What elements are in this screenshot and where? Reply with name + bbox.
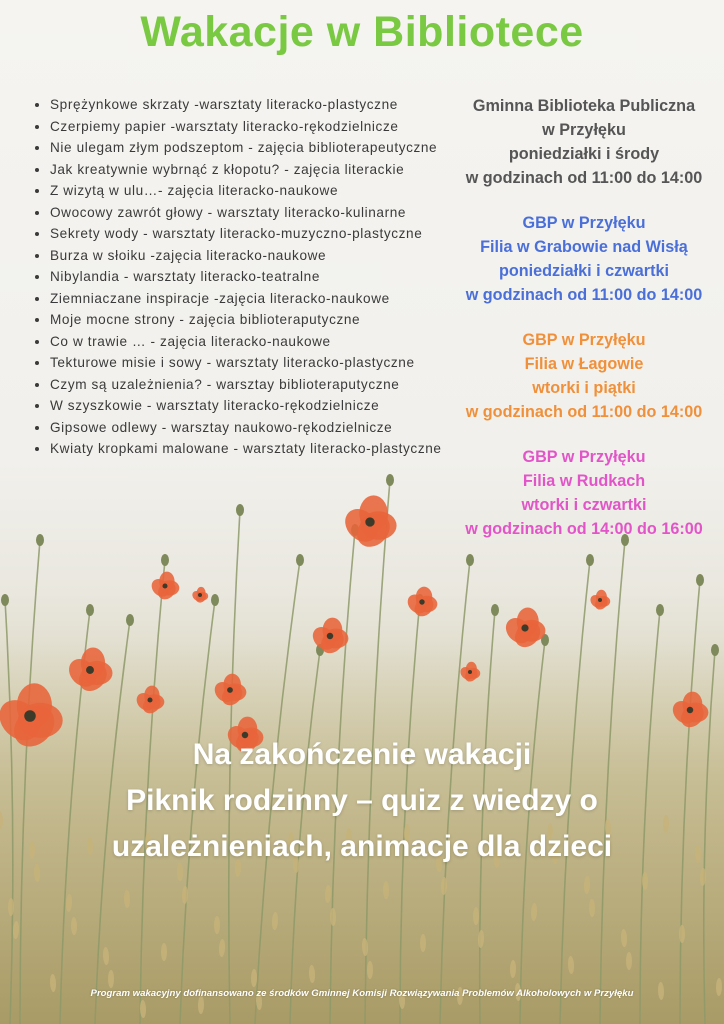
poppy-bud [656, 604, 664, 616]
poppy-bud [86, 604, 94, 616]
list-item: • Tekturowe misie i sowy - warsztaty literacko-plastyczne [50, 352, 450, 374]
wheat-ear [679, 925, 685, 943]
list-item: • Kwiaty kropkami malowane - warsztaty literacko-plastyczne [50, 438, 450, 460]
wheat-ear [108, 970, 114, 988]
branch-days: wtorki i czwartki [521, 496, 647, 514]
branch-location: Filia w Grabowie nad Wisłą [480, 238, 688, 256]
branch-days: poniedziałki i środy [508, 145, 660, 163]
branch-hours: w godzinach od 14:00 do 16:00 [465, 520, 703, 538]
wheat-ear [8, 898, 14, 916]
list-item: • Owocowy zawrót głowy - warsztaty literacko-kulinarne [50, 202, 450, 224]
poppy-bud [236, 504, 244, 516]
poppy-bud [36, 534, 44, 546]
branch-location: Filia w Rudkach [522, 472, 646, 490]
branch-lagow [452, 328, 716, 424]
list-item: • Czerpiemy papier -warsztaty literacko-rękodzielnicze [50, 116, 450, 138]
activity-list [34, 94, 450, 460]
funding-note: Program wakacyjny dofinansowano ze środków Gminnej Komisji Rozwiązywania Problemów Alkoholowych w Przyłęku [90, 988, 634, 999]
branch-hours: w godzinach od 11:00 do 14:00 [465, 286, 703, 304]
list-item: • Nie ulegam złym podszeptom - zajęcia biblioterapeutyczne [50, 137, 450, 159]
branch-days: wtorki i piątki [532, 379, 636, 397]
list-item: • Gipsowe odlewy - warsztay naukowo-rękodzielnicze [50, 417, 450, 439]
finale-line-3: uzależnieniach, animacje dla dzieci [111, 830, 613, 863]
closing-event-announcement [0, 732, 724, 870]
poppy-bud [296, 554, 304, 566]
list-item: • Sprężynkowe skrzaty -warsztaty literacko-plastyczne [50, 94, 450, 116]
poppy-bud [386, 474, 394, 486]
branch-main [452, 94, 716, 190]
branch-hours: w godzinach od 11:00 do 14:00 [465, 403, 703, 421]
wheat-ear [420, 934, 426, 952]
wheat-ear [626, 952, 632, 970]
list-item: • W szyszkowie - warsztaty literacko-rękodzielnicze [50, 395, 450, 417]
finale-line-1: Na zakończenie wakacji [192, 738, 532, 771]
list-item: • Czym są uzależnienia? - warsztay biblioteraputyczne [50, 374, 450, 396]
poppy-bud [211, 594, 219, 606]
list-item: • Burza w słoiku -zajęcia literacko-naukowe [50, 245, 450, 267]
branch-name: GBP w Przyłęku [522, 214, 646, 232]
wheat-ear [161, 943, 167, 961]
list-item: • Ziemniaczane inspiracje -zajęcia literacko-naukowe [50, 288, 450, 310]
branch-location: Filia w Łagowie [524, 355, 644, 373]
branch-name: GBP w Przyłęku [522, 448, 646, 466]
list-item: • Nibylandia - warsztaty literacko-teatralne [50, 266, 450, 288]
wheat-ear [367, 961, 373, 979]
page-title: Wakacje w Bibliotece [140, 8, 584, 56]
poppy-flower [404, 587, 437, 620]
branch-hours: w godzinach od 11:00 do 14:00 [465, 169, 703, 187]
list-item: • Sekrety wody - warsztaty literacko-muzyczno-plastyczne [50, 223, 450, 245]
poppy-flower [588, 590, 610, 612]
branch-days: poniedziałki i czwartki [498, 262, 670, 280]
list-item: • Moje mocne strony - zajęcia biblioteraputyczne [50, 309, 450, 331]
branch-grabow [452, 211, 716, 307]
poppy-bud [711, 644, 719, 656]
branch-schedule [452, 94, 716, 562]
wheat-ear [214, 916, 220, 934]
list-item: • Z wizytą w ulu…- zajęcia literacko-naukowe [50, 180, 450, 202]
branch-name: GBP w Przyłęku [522, 331, 646, 349]
branch-name: Gminna Biblioteka Publiczna [472, 97, 696, 115]
poppy-bud [161, 554, 169, 566]
list-item: • Co w trawie … - zajęcia literacko-naukowe [50, 331, 450, 353]
branch-rudki [452, 445, 716, 541]
wheat-ear [473, 907, 479, 925]
poppy-bud [696, 574, 704, 586]
poppy-bud [491, 604, 499, 616]
list-item: • Jak kreatywnie wybrnąć z kłopotu? - zajęcia literackie [50, 159, 450, 181]
branch-location: w Przyłęku [542, 121, 626, 139]
poppy-bud [1, 594, 9, 606]
finale-line-2: Piknik rodzinny – quiz z wiedzy o [126, 784, 598, 817]
poppy-flower [190, 587, 208, 605]
poppy-bud [126, 614, 134, 626]
poppy-flower [148, 572, 179, 603]
